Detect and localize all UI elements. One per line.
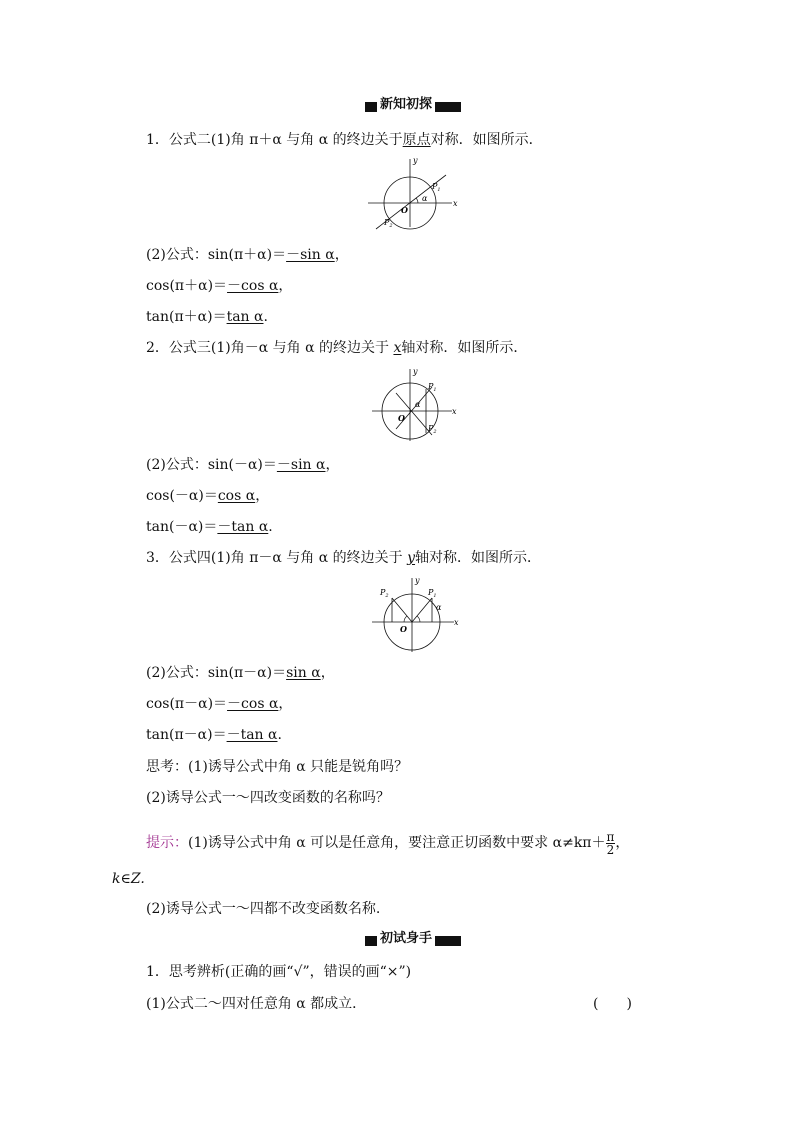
heading-tail: 对称．如图所示．: [430, 132, 543, 148]
answer-blank: x: [393, 340, 402, 356]
section-header-try: [365, 932, 461, 948]
answer-blank: －cos α: [227, 278, 279, 294]
angle-arc: [416, 198, 418, 203]
hint-line-3: (2)诱导公式一～四都不改变函数名称.: [146, 901, 381, 917]
hint-comma: ，: [615, 835, 630, 851]
formula3-cos: cos(－α)＝cos α，: [146, 488, 270, 504]
hint-line-1: [146, 828, 629, 858]
section-header-new: [365, 98, 461, 114]
hint-label: 提示：: [146, 835, 188, 851]
think-question-2: (2)诱导公式一～四改变函数的名称吗？: [146, 790, 390, 806]
answer-blank: cos α: [217, 488, 256, 504]
heading-text: 3．公式四(1)角 π－α 与角 α 的终边关于: [146, 550, 403, 566]
formula-prefix: tan(－α)＝: [146, 519, 218, 535]
p1-label: $P_1$: [428, 382, 437, 393]
section-title: 初试身手: [377, 930, 435, 948]
p1-label: $P_1$: [428, 588, 437, 599]
x-label: x: [452, 407, 457, 416]
origin-label: O: [401, 205, 408, 215]
terminal-line-2: [392, 598, 412, 622]
alpha-label: α: [415, 400, 421, 409]
answer-blank: 原点: [402, 132, 431, 148]
p2-label: $P_2$: [384, 218, 393, 229]
formula4-tan: tan(π－α)＝－tan α.: [146, 727, 282, 743]
answer-blank: －sin α: [286, 247, 335, 263]
unit-circle-figure-1: [366, 155, 462, 231]
answer-blank: －tan α: [226, 727, 278, 743]
formula3-sin: (2)公式：sin(－α)＝－sin α，: [146, 457, 340, 473]
heading-tail: 轴对称．如图所示．: [415, 550, 542, 566]
hint-line-2: k∈Z.: [112, 871, 145, 887]
p2-label: $P_2$: [428, 424, 437, 435]
formula2-tan: tan(π＋α)＝tan α.: [146, 309, 268, 325]
formula-prefix: tan(π＋α)＝: [146, 309, 227, 325]
answer-blank: tan α: [226, 309, 264, 325]
formula2-sin: (2)公式：sin(π＋α)＝－sin α，: [146, 247, 349, 263]
formula4-sin: (2)公式：sin(π－α)＝sin α，: [146, 665, 335, 681]
practice-item-1: (1)公式二～四对任意角 α 都成立．: [146, 996, 367, 1012]
formula3-heading: [146, 338, 527, 358]
hint-text: (1)诱导公式中角 α 可以是任意角，要注意正切函数中要求 α≠kπ＋: [188, 835, 606, 851]
angle-arc-1: [417, 616, 420, 622]
formula-prefix: tan(π－α)＝: [146, 727, 227, 743]
x-label: x: [453, 199, 458, 208]
answer-blank: －sin α: [276, 457, 326, 473]
practice-question: 1．思考辨析(正确的画“√”，错误的画“×”): [146, 964, 412, 980]
formula-prefix: cos(－α)＝: [146, 488, 218, 504]
fraction-numerator: π: [606, 829, 615, 844]
formula2-cos: cos(π＋α)＝－cos α，: [146, 278, 293, 294]
answer-blank: y: [407, 550, 416, 566]
angle-arc-2: [404, 616, 407, 622]
formula-prefix: (2)公式：sin(－α)＝: [146, 457, 277, 473]
x-label: x: [454, 618, 459, 627]
answer-parentheses[interactable]: ( ): [593, 996, 632, 1012]
heading-tail: 轴对称．如图所示．: [401, 340, 528, 356]
formula-prefix: cos(π＋α)＝: [146, 278, 228, 294]
y-label: y: [413, 367, 418, 376]
pi-over-2-fraction: [606, 831, 616, 856]
alpha-label: α: [436, 603, 442, 612]
y-label: y: [413, 156, 418, 165]
y-label: y: [415, 576, 420, 585]
origin-label: O: [400, 624, 407, 634]
formula4-heading: [146, 548, 541, 568]
unit-circle-figure-3: [370, 574, 462, 654]
formula2-heading: [146, 130, 543, 150]
answer-blank: －cos α: [227, 696, 279, 712]
origin-label: O: [398, 413, 405, 423]
section-title: 新知初探: [377, 96, 435, 114]
alpha-label: α: [422, 194, 428, 203]
formula-prefix: (2)公式：sin(π＋α)＝: [146, 247, 287, 263]
heading-text: 1．公式二(1)角 π＋α 与角 α 的终边关于: [146, 132, 403, 148]
answer-blank: －tan α: [217, 519, 269, 535]
heading-text: 2．公式三(1)角－α 与角 α 的终边关于: [146, 340, 389, 356]
p2-label: $P_2$: [380, 588, 389, 599]
fraction-denominator: 2: [606, 842, 615, 857]
terminal-line-1: [412, 598, 432, 622]
formula-prefix: (2)公式：sin(π－α)＝: [146, 665, 287, 681]
think-question-1: 思考：(1)诱导公式中角 α 只能是锐角吗？: [146, 759, 409, 775]
formula4-cos: cos(π－α)＝－cos α，: [146, 696, 293, 712]
unit-circle-figure-2: [370, 365, 460, 443]
formula3-tan: tan(－α)＝－tan α.: [146, 519, 273, 535]
formula-prefix: cos(π－α)＝: [146, 696, 228, 712]
p1-label: $P_1$: [432, 182, 441, 193]
answer-blank: sin α: [286, 665, 321, 681]
